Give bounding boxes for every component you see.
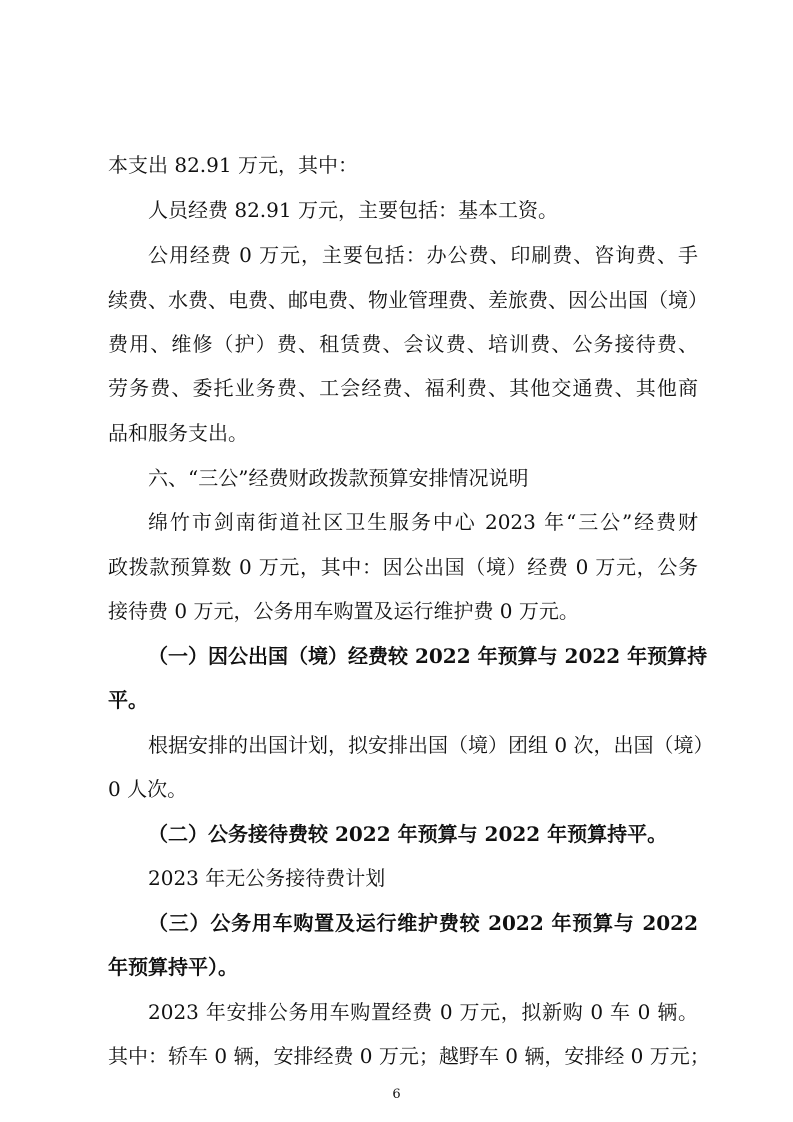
text-line-5: 费用、维修（护）费、租赁费、会议费、培训费、公务接待费、: [108, 332, 698, 356]
subheading-1-line-2: 平。: [108, 688, 148, 712]
text-line-17: 2023 年无公务接待费计划: [148, 866, 386, 890]
text-line-3: 公用经费 0 万元，主要包括：办公费、印刷费、咨询费、手: [148, 243, 698, 267]
subheading-3-line-2: 年预算持平）。: [108, 955, 238, 979]
text-line-11: 接待费 0 万元，公务用车购置及运行维护费 0 万元。: [108, 599, 579, 623]
text-line-21: 其中：轿车 0 辆，安排经费 0 万元；越野车 0 辆，安排经 0 万元；: [108, 1044, 710, 1068]
text-line-7: 品和服务支出。: [108, 421, 248, 445]
text-line-4: 续费、水费、电费、邮电费、物业管理费、差旅费、因公出国（境）: [108, 288, 708, 312]
text-line-10: 政拨款预算数 0 万元，其中：因公出国（境）经费 0 万元，公务: [108, 555, 698, 579]
page-number: 6: [392, 1087, 401, 1102]
text-line-15: 0 人次。: [108, 777, 188, 801]
text-line-1: 本支出 82.91 万元，其中：: [108, 153, 358, 177]
subheading-3-line-1: （三）公务用车购置及运行维护费较 2022 年预算与 2022: [148, 911, 698, 935]
text-line-2: 人员经费 82.91 万元，主要包括：基本工资。: [148, 198, 558, 222]
subheading-2: （二）公务接待费较 2022 年预算与 2022 年预算持平。: [148, 822, 668, 846]
section-heading: 六、“三公”经费财政拨款预算安排情况说明: [148, 466, 529, 490]
subheading-1-line-1: （一）因公出国（境）经费较 2022 年预算与 2022 年预算持: [148, 644, 708, 668]
text-line-14: 根据安排的出国计划，拟安排出国（境）团组 0 次，出国（境）: [148, 733, 714, 757]
text-line-20: 2023 年安排公务用车购置经费 0 万元，拟新购 0 车 0 辆。: [148, 1000, 698, 1024]
text-line-9: 绵竹市剑南街道社区卫生服务中心 2023 年“三公”经费财: [148, 510, 698, 534]
text-line-6: 劳务费、委托业务费、工会经费、福利费、其他交通费、其他商: [108, 376, 698, 400]
